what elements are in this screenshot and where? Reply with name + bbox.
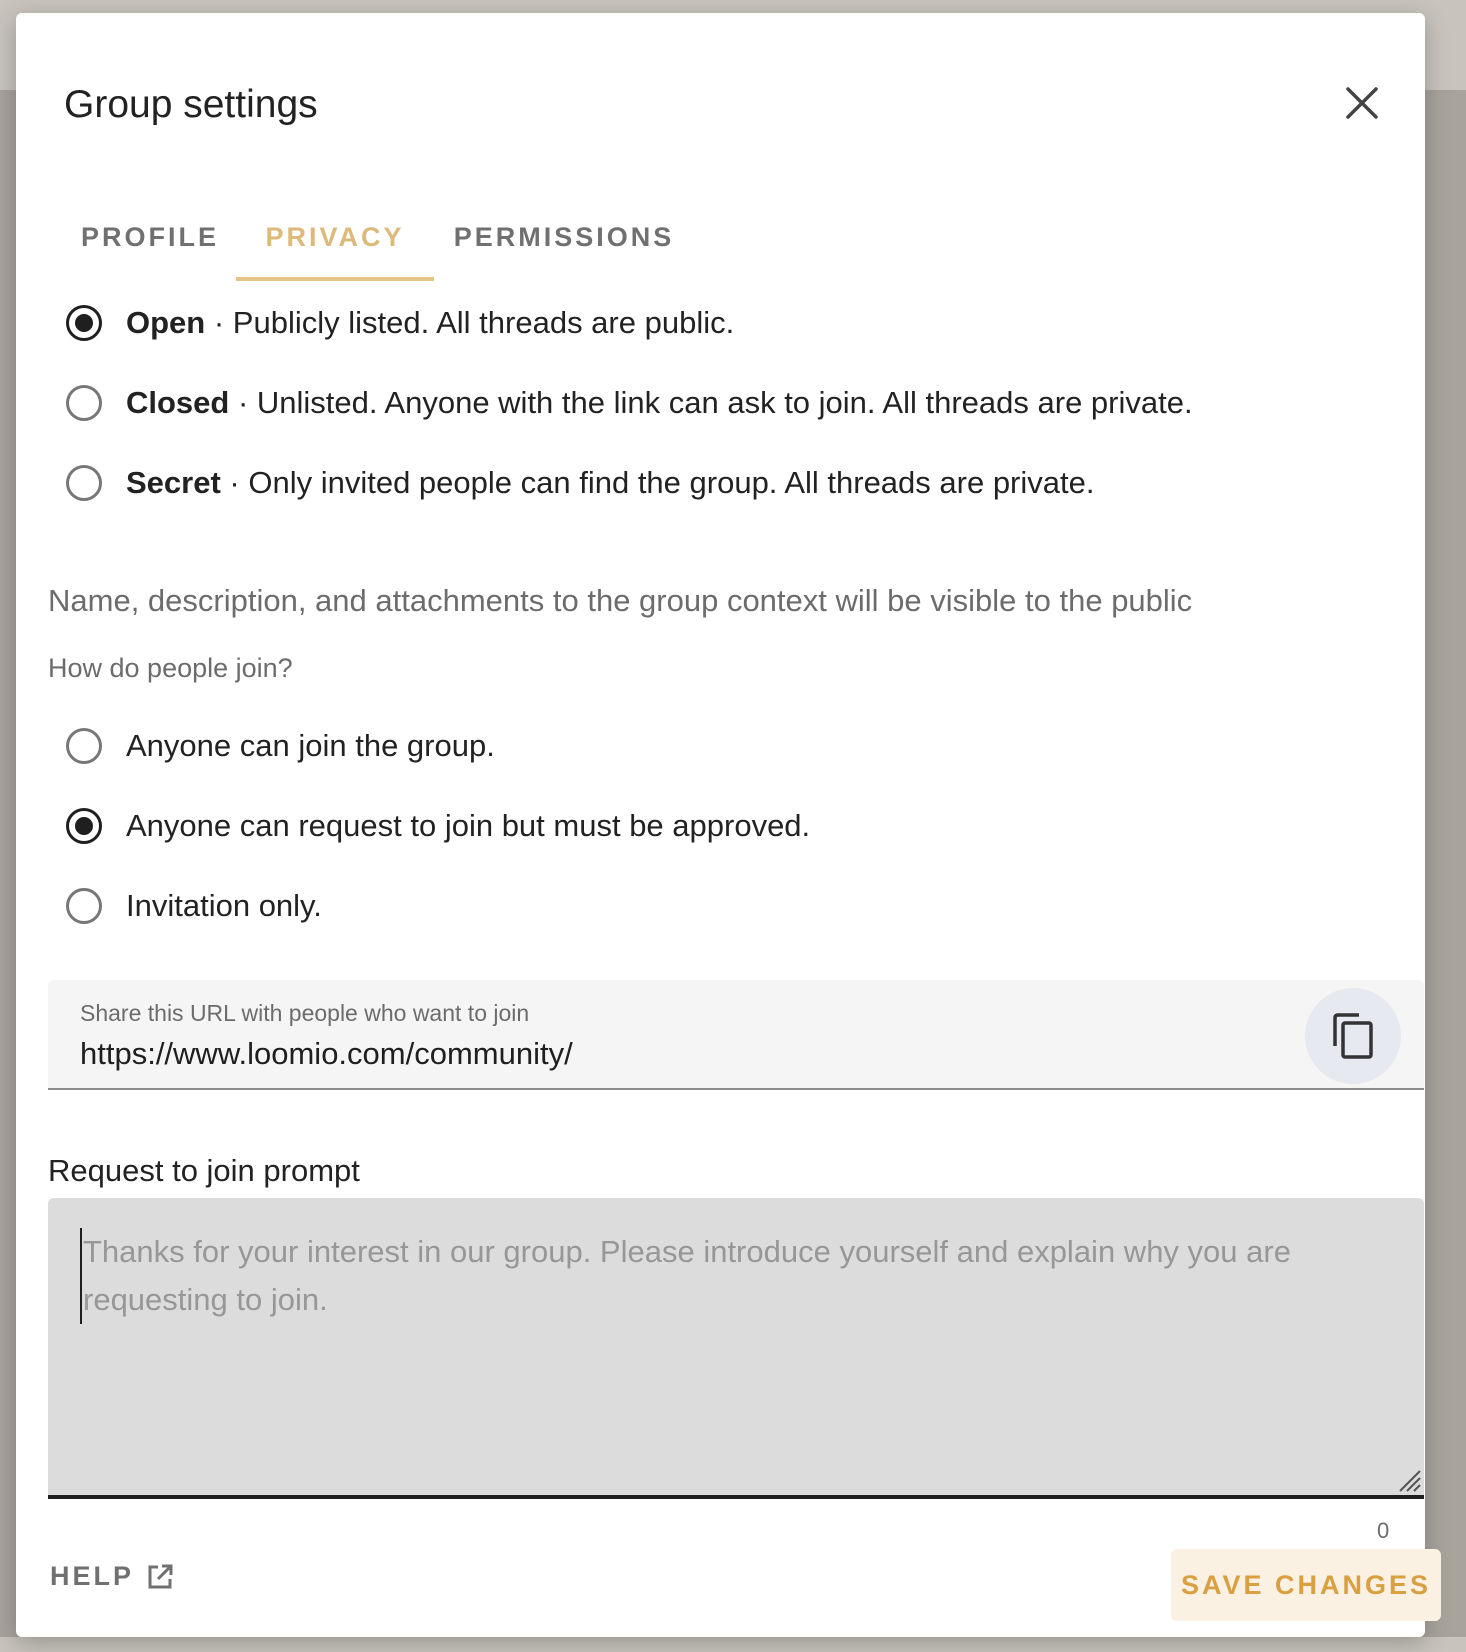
radio-button[interactable]: [66, 888, 102, 924]
privacy-option-name: Secret: [126, 465, 221, 500]
radio-button[interactable]: [66, 465, 102, 501]
privacy-option-description: · Unlisted. Anyone with the link can ask to join. All threads are private.: [229, 385, 1193, 420]
close-icon: [1345, 86, 1379, 120]
radio-button[interactable]: [66, 808, 102, 844]
join-option-invitation[interactable]: [66, 888, 322, 924]
privacy-option-open[interactable]: [66, 305, 734, 341]
privacy-option-name: Closed: [126, 385, 230, 420]
request-prompt-placeholder: Thanks for your interest in our group. Please introduce yourself and explain why you are requesting to join.: [80, 1228, 1373, 1324]
radio-button[interactable]: [66, 305, 102, 341]
privacy-option-name: Open: [126, 305, 206, 340]
character-counter: 0: [1377, 1518, 1390, 1543]
join-option-label: Anyone can join the group.: [126, 728, 495, 763]
share-url-field[interactable]: [48, 980, 1424, 1090]
privacy-option-secret[interactable]: [66, 465, 1094, 501]
radio-button[interactable]: [66, 385, 102, 421]
save-changes-button[interactable]: SAVE CHANGES: [1171, 1549, 1441, 1621]
help-link[interactable]: [50, 1561, 174, 1592]
share-url-label: Share this URL with people who want to join: [80, 1000, 530, 1026]
privacy-option-closed[interactable]: [66, 385, 1193, 421]
copy-icon: [1331, 1012, 1375, 1060]
group-settings-dialog: [16, 13, 1432, 1637]
tab-privacy[interactable]: PRIVACY: [236, 193, 434, 281]
resize-handle-icon[interactable]: [1396, 1467, 1422, 1493]
join-option-label: Invitation only.: [126, 888, 322, 923]
radio-button[interactable]: [66, 728, 102, 764]
help-label: HELP: [50, 1561, 135, 1591]
background-footer: [0, 1637, 1466, 1652]
copy-url-button[interactable]: [1305, 988, 1401, 1084]
tab-permissions[interactable]: PERMISSIONS: [453, 221, 675, 252]
join-option-label: Anyone can request to join but must be approved.: [126, 808, 811, 843]
privacy-info-text: Name, description, and attachments to the group context will be visible to the public: [48, 583, 1193, 618]
close-button[interactable]: [1330, 71, 1394, 135]
join-option-anyone[interactable]: [66, 728, 495, 764]
open-in-new-icon: [146, 1563, 174, 1591]
request-prompt-label: Request to join prompt: [48, 1153, 360, 1188]
dialog-title: Group settings: [64, 83, 318, 126]
settings-tabs: [64, 193, 694, 281]
tab-profile[interactable]: PROFILE: [80, 221, 219, 252]
request-prompt-textarea[interactable]: [48, 1198, 1424, 1499]
share-url-value[interactable]: https://www.loomio.com/community/: [80, 1036, 573, 1071]
privacy-option-description: · Only invited people can find the group. All threads are private.: [220, 465, 1095, 500]
privacy-option-description: · Publicly listed. All threads are public.: [205, 305, 735, 340]
join-option-request[interactable]: [66, 808, 810, 844]
join-heading: How do people join?: [48, 653, 293, 683]
